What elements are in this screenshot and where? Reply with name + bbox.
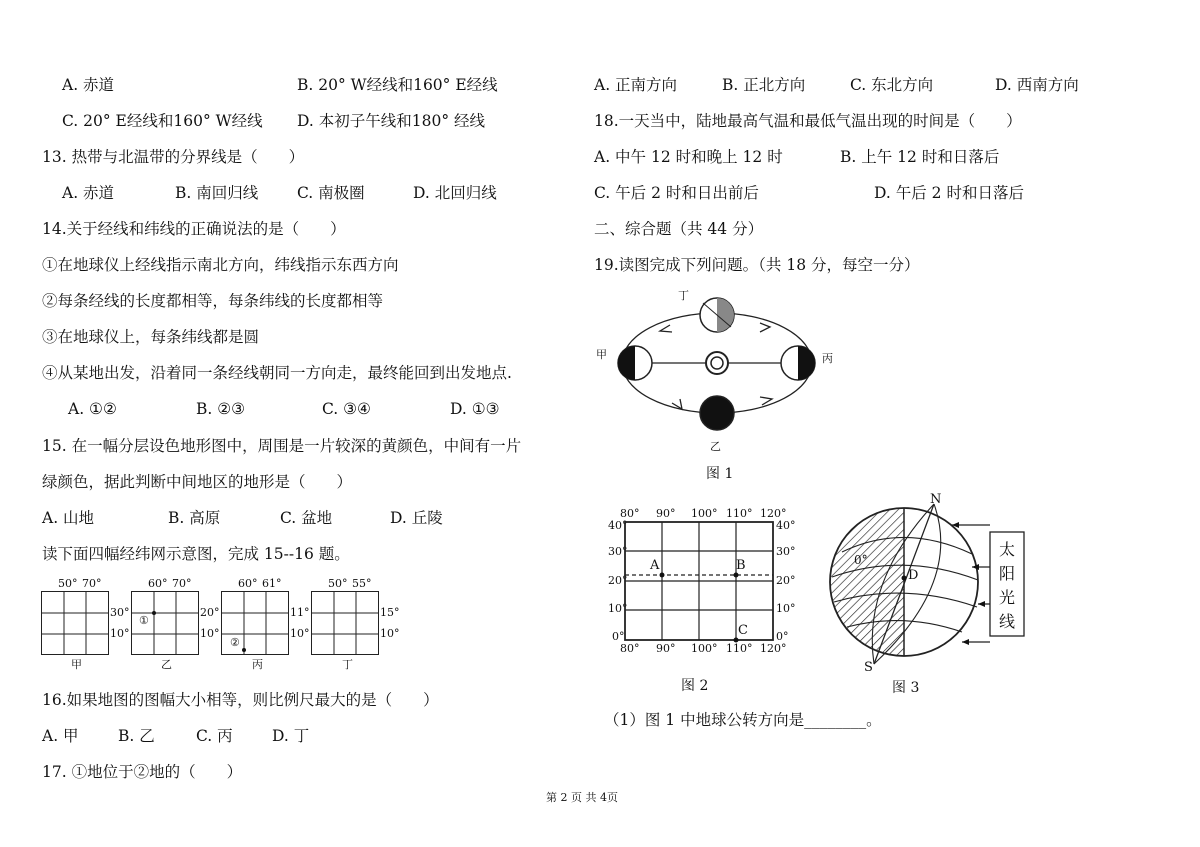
fig3-sun-text-3: 光 <box>999 588 1016 607</box>
fig2-lat-left-40: 40° <box>608 519 628 532</box>
map-ding-grid <box>311 591 379 655</box>
q13-option-a: A. 赤道 <box>62 184 115 202</box>
figure-3-caption: 图 3 <box>892 680 920 696</box>
q19-part-1: （1）图 1 中地球公转方向是________。 <box>604 711 882 729</box>
fig2-lat-right-0: 0° <box>776 630 789 643</box>
q18-option-d: D. 午后 2 时和日落后 <box>874 184 1024 202</box>
q17-option-c: C. 东北方向 <box>850 76 934 94</box>
figure-3 <box>822 492 1052 674</box>
q15-option-b: B. 高原 <box>168 509 221 527</box>
map-ding-lon-left: 50° <box>328 577 348 590</box>
fig2-lon-top-100: 100° <box>691 507 718 520</box>
q12-option-b: B. 20° W经线和160° E经线 <box>297 76 498 94</box>
map-ding-lon-right: 55° <box>352 577 372 590</box>
map-bing-lon-right: 61° <box>262 577 282 590</box>
map-jia-lat-bottom: 10° <box>110 627 130 640</box>
map-yi-lat-bottom: 10° <box>200 627 220 640</box>
q14-option-d: D. ①③ <box>450 400 500 418</box>
q17-option-b: B. 正北方向 <box>722 76 806 94</box>
figure-1-label-jia: 甲 <box>596 348 607 361</box>
fig2-lat-right-20: 20° <box>776 574 796 587</box>
map-bing-label: 丙 <box>252 658 263 671</box>
q16-option-c: C. 丙 <box>196 727 233 745</box>
q18-option-c: C. 午后 2 时和日出前后 <box>594 184 759 202</box>
map-bing-lat-bottom: 10° <box>290 627 310 640</box>
map-yi-mark: ① <box>139 614 149 627</box>
map-yi-lat-top: 20° <box>200 606 220 619</box>
q13-option-c: C. 南极圈 <box>297 184 365 202</box>
map-bing-mark: ② <box>230 636 240 649</box>
fig3-sun-text-1: 太 <box>999 540 1016 559</box>
figure-2 <box>600 500 810 665</box>
figure-2-caption: 图 2 <box>681 678 709 694</box>
fig3-label-d: D <box>908 568 919 583</box>
q14-stem: 14.关于经线和纬线的正确说法的是（ ） <box>42 220 346 238</box>
fig2-point-b: B <box>736 558 746 573</box>
q13-option-d: D. 北回归线 <box>413 184 497 202</box>
map-yi-lon-left: 60° <box>148 577 168 590</box>
fig2-lon-top-110: 110° <box>726 507 753 520</box>
fig3-sun-text-4: 线 <box>999 612 1016 631</box>
q18-option-b: B. 上午 12 时和日落后 <box>840 148 1000 166</box>
map-bing-lon-left: 60° <box>238 577 258 590</box>
fig2-lon-top-120: 120° <box>760 507 787 520</box>
fig2-lat-right-30: 30° <box>776 545 796 558</box>
q15-option-a: A. 山地 <box>42 509 95 527</box>
figure-1-label-ding: 丁 <box>678 289 689 302</box>
q17-stem: 17. ①地位于②地的（ ） <box>42 763 243 781</box>
q16-option-d: D. 丁 <box>272 727 310 745</box>
fig2-lon-bottom-110: 110° <box>726 642 753 655</box>
map-ding-lat-bottom: 10° <box>380 627 400 640</box>
fig2-lon-bottom-80: 80° <box>620 642 640 655</box>
q12-option-d: D. 本初子午线和180° 经线 <box>297 112 485 130</box>
map-ding-lat-top: 15° <box>380 606 400 619</box>
figure-1-orbit-diagram <box>600 285 840 465</box>
q14-option-c: C. ③④ <box>322 400 371 418</box>
q15-stem-line2: 绿颜色，据此判断中间地区的地形是（ ） <box>42 473 353 491</box>
read-instruction: 读下面四幅经纬网示意图，完成 15--16 题。 <box>42 545 350 563</box>
fig2-lat-right-10: 10° <box>776 602 796 615</box>
fig3-label-equator: 0° <box>854 553 868 567</box>
q15-stem-line1: 15. 在一幅分层设色地形图中，周围是一片较深的黄颜色，中间有一片 <box>42 437 522 455</box>
map-yi-label: 乙 <box>161 658 172 671</box>
q14-statement-1: ①在地球仪上经线指示南北方向，纬线指示东西方向 <box>42 256 399 274</box>
map-ding-label: 丁 <box>342 658 353 671</box>
q16-option-a: A. 甲 <box>42 727 79 745</box>
q12-option-a: A. 赤道 <box>62 76 115 94</box>
fig2-point-a: A <box>650 558 660 573</box>
q17-option-d: D. 西南方向 <box>995 76 1079 94</box>
fig2-lat-left-10: 10° <box>608 602 628 615</box>
q14-option-b: B. ②③ <box>196 400 246 418</box>
q16-stem: 16.如果地图的图幅大小相等，则比例尺最大的是（ ） <box>42 691 439 709</box>
fig2-lat-left-20: 20° <box>608 574 628 587</box>
q14-option-a: A. ①② <box>68 400 117 418</box>
q14-statement-4: ④从某地出发，沿着同一条经线朝同一方向走，最终能回到出发地点. <box>42 364 512 382</box>
q16-option-b: B. 乙 <box>118 727 155 745</box>
map-jia-lon-right: 70° <box>82 577 102 590</box>
q13-option-b: B. 南回归线 <box>175 184 259 202</box>
map-jia-lat-top: 30° <box>110 606 130 619</box>
fig2-lon-bottom-90: 90° <box>656 642 676 655</box>
figure-1-label-yi: 乙 <box>710 440 721 453</box>
fig2-lon-bottom-100: 100° <box>691 642 718 655</box>
fig3-label-n: N <box>930 492 942 507</box>
map-jia-lon-left: 50° <box>58 577 78 590</box>
q14-statement-2: ②每条经线的长度都相等，每条纬线的长度都相等 <box>42 292 384 310</box>
fig2-lon-bottom-120: 120° <box>760 642 787 655</box>
figure-1-caption: 图 1 <box>706 466 734 482</box>
figure-2-grid <box>600 500 810 665</box>
map-jia-grid <box>41 591 109 655</box>
q19-stem: 19.读图完成下列问题。（共 18 分，每空一分） <box>594 256 920 274</box>
fig2-lon-top-80: 80° <box>620 507 640 520</box>
q18-stem: 18.一天当中，陆地最高气温和最低气温出现的时间是（ ） <box>594 112 1022 130</box>
q12-option-c: C. 20° E经线和160° W经线 <box>62 112 263 130</box>
figure-1-label-bing: 丙 <box>822 352 833 365</box>
fig3-label-s: S <box>864 660 873 675</box>
q15-option-c: C. 盆地 <box>280 509 333 527</box>
fig3-sun-text-2: 阳 <box>999 564 1016 583</box>
q14-statement-3: ③在地球仪上，每条纬线都是圆 <box>42 328 260 346</box>
q18-option-a: A. 中午 12 时和晚上 12 时 <box>594 148 783 166</box>
page-number: 第 2 页 共 4页 <box>546 791 618 804</box>
figure-1 <box>596 285 840 465</box>
figure-3-globe <box>822 492 1052 674</box>
map-bing-lat-top: 11° <box>290 606 310 619</box>
map-yi-lon-right: 70° <box>172 577 192 590</box>
q15-option-d: D. 丘陵 <box>390 509 443 527</box>
fig2-lon-top-90: 90° <box>656 507 676 520</box>
section-2-heading: 二、综合题（共 44 分） <box>594 220 764 238</box>
fig2-lat-left-0: 0° <box>612 630 625 643</box>
fig2-point-c: C <box>738 623 748 638</box>
fig2-lat-left-30: 30° <box>608 545 628 558</box>
map-jia-label: 甲 <box>71 658 82 671</box>
q17-option-a: A. 正南方向 <box>594 76 678 94</box>
q13-stem: 13. 热带与北温带的分界线是（ ） <box>42 148 305 166</box>
fig2-lat-right-40: 40° <box>776 519 796 532</box>
